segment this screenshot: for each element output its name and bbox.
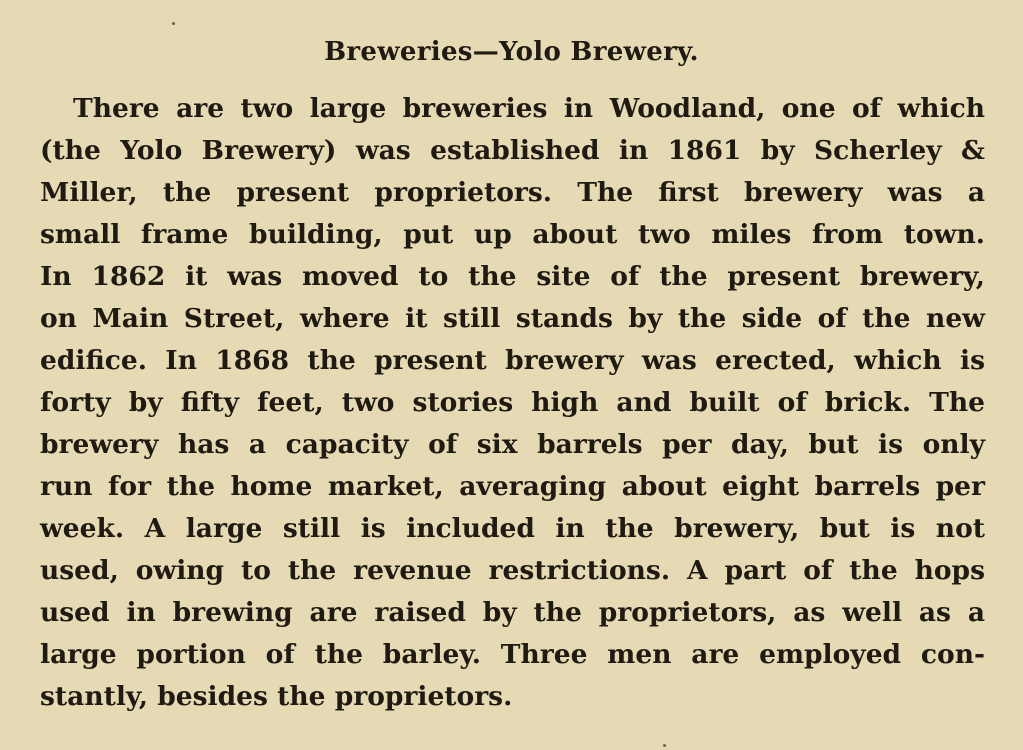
paragraph-line: Miller, the present proprietors. The first brewery was a — [40, 177, 985, 208]
paragraph-line: brewery has a capacity of six barrels per day, but is only — [40, 429, 985, 460]
paragraph-line: run for the home market, averaging about eight barrels per — [40, 471, 985, 502]
paragraph-line: (the Yolo Brewery) was established in 1861 by Scherley & — [40, 135, 985, 166]
paragraph-line: week. A large still is included in the brewery, but is not — [40, 513, 985, 544]
paragraph-line: used in brewing are raised by the proprietors, as well as a — [40, 597, 985, 628]
paragraph-line: edifice. In 1868 the present brewery was erected, which is — [40, 345, 985, 376]
paragraph-line: on Main Street, where it still stands by the side of the new — [40, 303, 985, 334]
paragraph-line: large portion of the barley. Three men are employed con- — [40, 639, 985, 670]
paragraph-line: forty by fifty feet, two stories high and built of brick. The — [40, 387, 985, 418]
paragraph-line: There are two large breweries in Woodland, one of which — [73, 93, 985, 124]
paragraph-line: stantly, besides the proprietors. — [40, 681, 513, 712]
ink-speck — [663, 744, 666, 747]
paragraph-line: used, owing to the revenue restrictions. A part of the hops — [40, 555, 985, 586]
body-paragraph — [40, 88, 985, 718]
ink-speck — [172, 22, 175, 25]
section-heading: Breweries—Yolo Brewery. — [324, 37, 699, 67]
paragraph-line: small frame building, put up about two miles from town. — [40, 219, 985, 250]
paragraph-line: In 1862 it was moved to the site of the present brewery, — [40, 261, 985, 292]
